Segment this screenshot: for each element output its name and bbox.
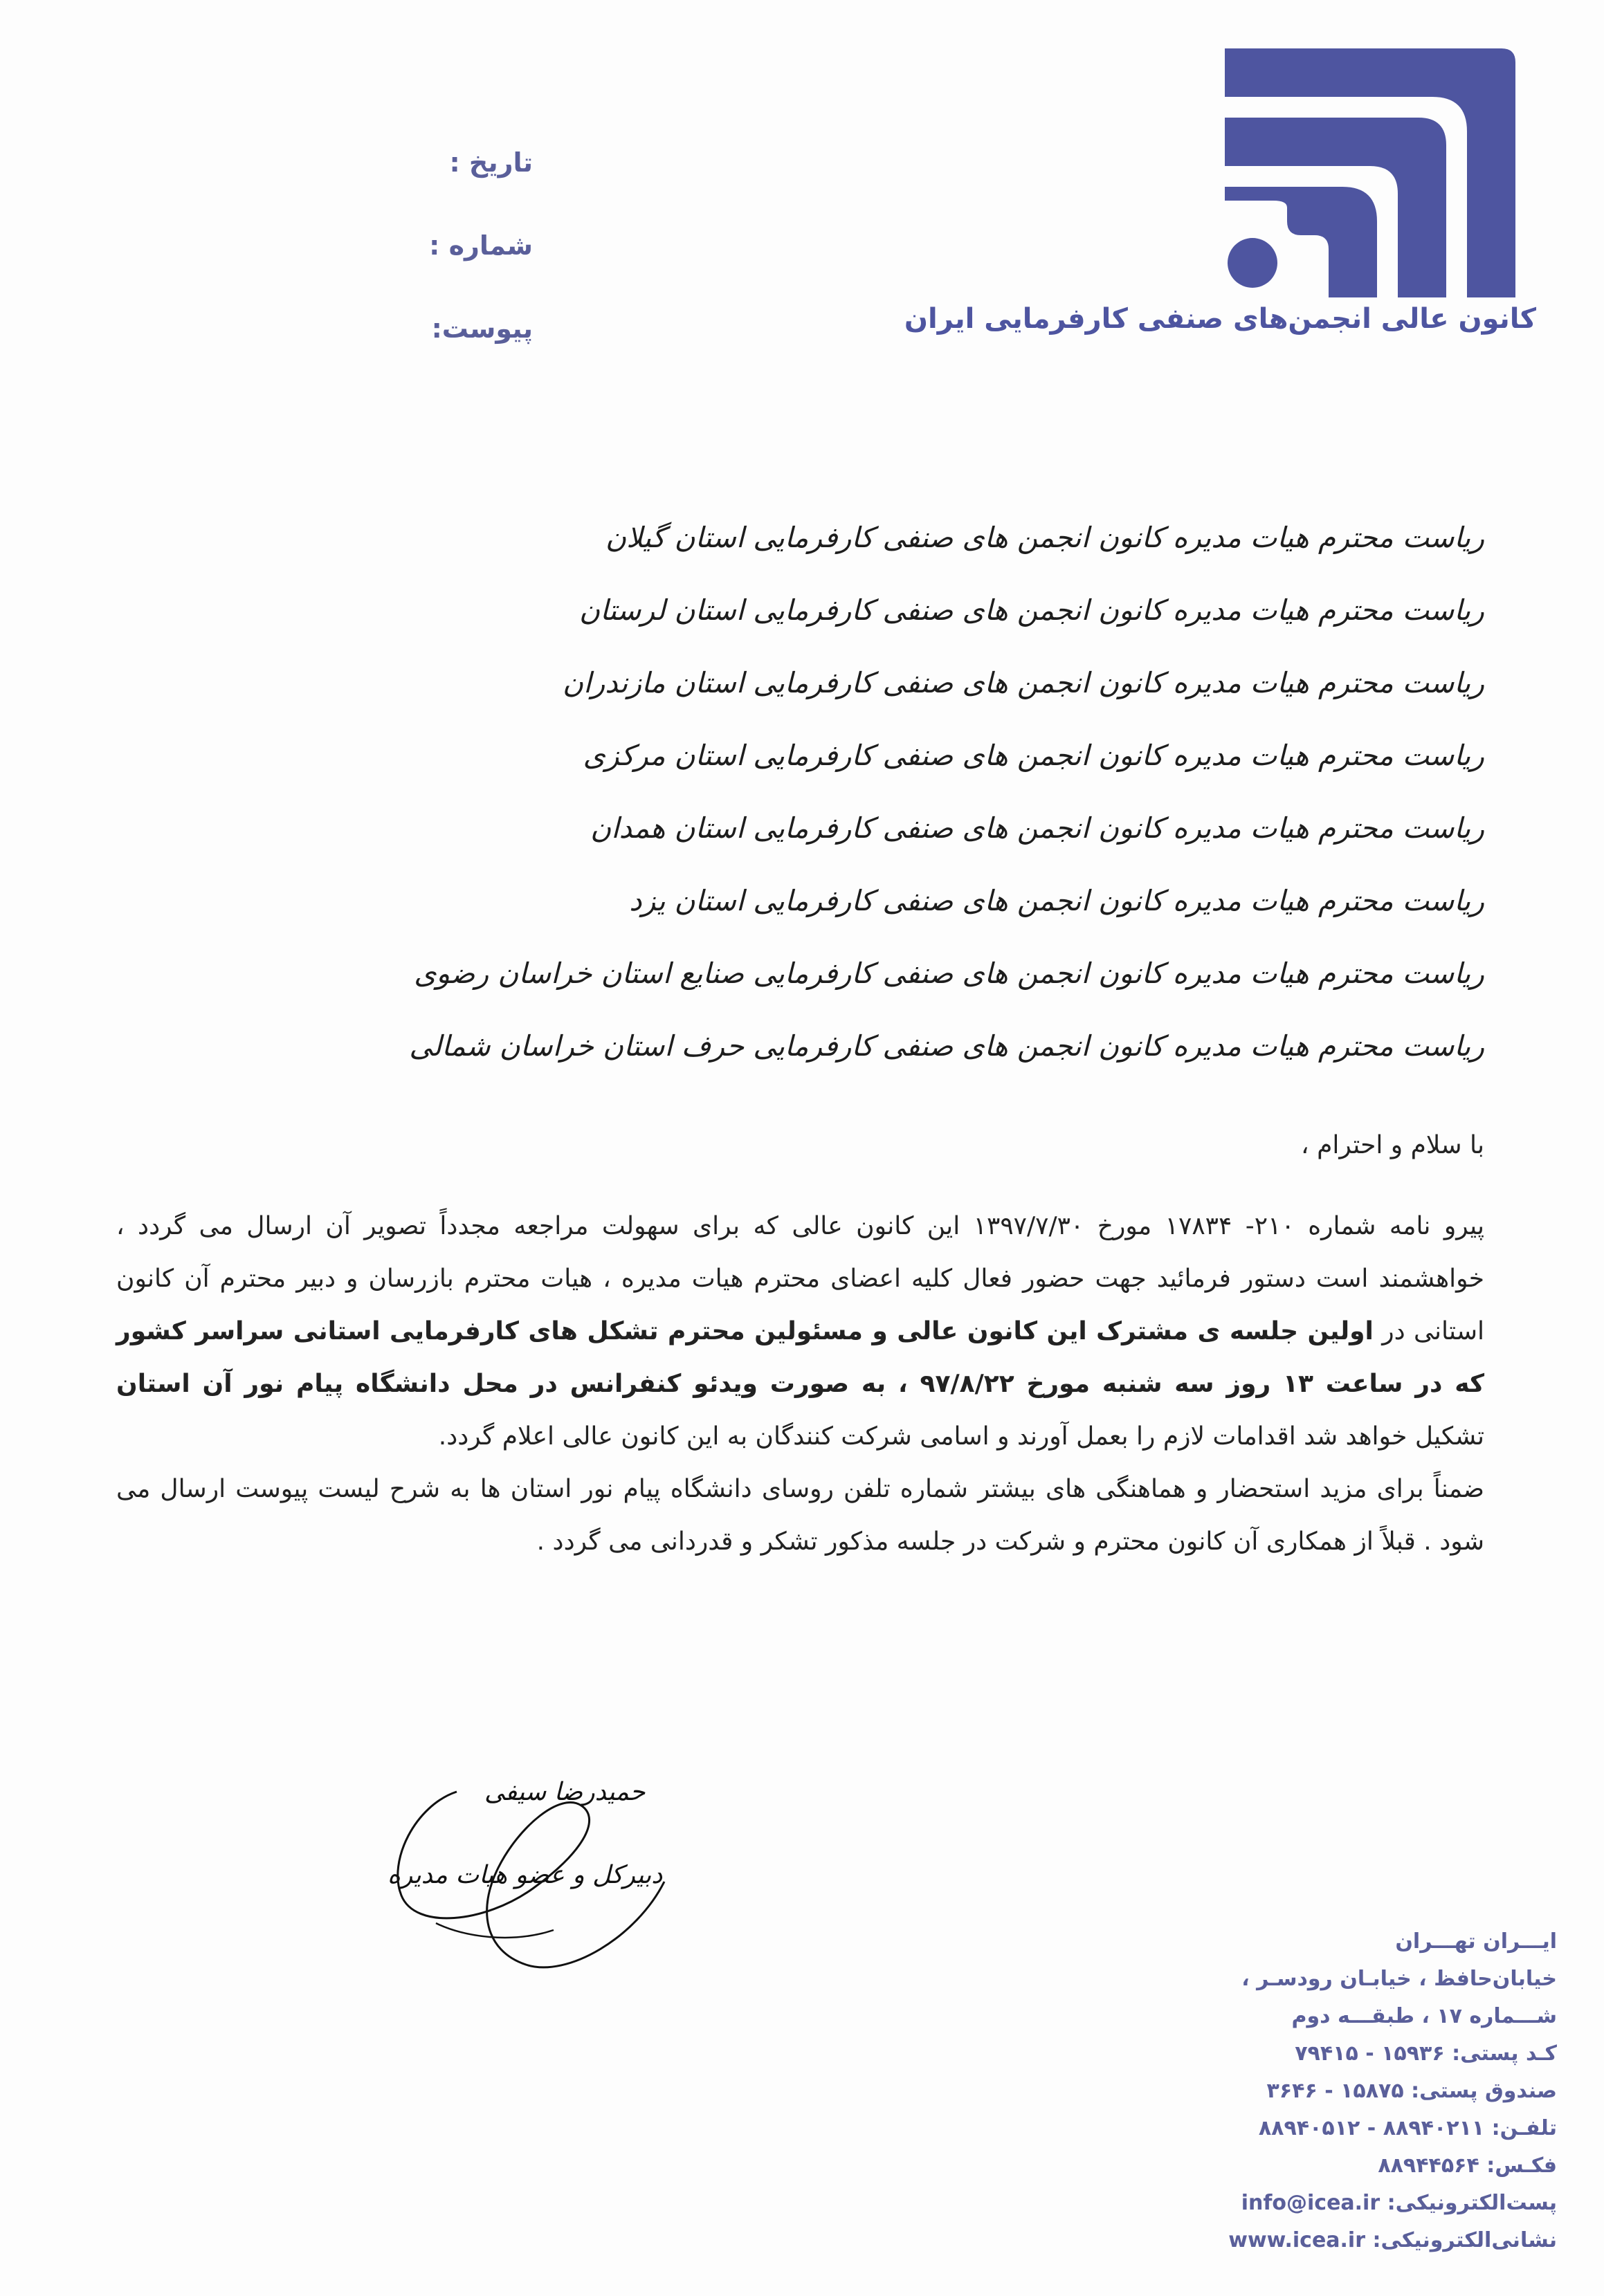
fax-row bbox=[1169, 2147, 1557, 2185]
email-row bbox=[1169, 2185, 1557, 2222]
recipient-line: ریاست محترم هیات مدیره کانون انجمن های صنفی کارفرمایی استان گیلان bbox=[605, 521, 1484, 554]
paragraph-text: تشکیل خواهد شد اقدامات لازم را بعمل آورند و اسامی شرکت کنندگان به این کانون عالی اعلام گردد. bbox=[438, 1422, 1484, 1451]
address-block bbox=[1169, 1923, 1557, 2259]
recipients-list bbox=[409, 502, 1484, 1083]
paragraph-main bbox=[116, 1200, 1484, 1463]
organization-logo bbox=[1204, 42, 1522, 304]
recipient-line: ریاست محترم هیات مدیره کانون انجمن های صنفی کارفرمایی استان یزد bbox=[629, 884, 1484, 917]
paragraph-emphasis: اولین جلسه ی مشترک این کانون عالی و مسئولین محترم تشکل های کارفرمایی استانی سراسر کشور که در ساعت ۱۳ روز سه شنبه مورخ ۹۷/۸/۲۲ ، به صورت ویدئو کنفرانس در محل دانشگاه پیام نور آن استان bbox=[116, 1317, 1485, 1398]
website-link[interactable]: www.icea.ir bbox=[1228, 2228, 1366, 2252]
email-link[interactable]: info@icea.ir bbox=[1241, 2191, 1380, 2215]
address-line: ایـــران تهـــران bbox=[1395, 1929, 1557, 1954]
paragraph-text: پیرو نامه شماره ۲۱۰- ۱۷۸۳۴ مورخ ۱۳۹۷/۷/۳۰ این کانون عالی که برای سهولت مراجعه مجدداً تصویر آن ارسال می گردد ، خواهشمند است دستور فرمائید جهت حضور فعال کلیه اعضای محترم هیات مدیره ، هیات محترم بازرسان و دبیر محترم آن کانون استانی در bbox=[116, 1212, 1485, 1346]
recipient-line: ریاست محترم هیات مدیره کانون انجمن های صنفی کارفرمایی حرف استان خراسان شمالی bbox=[409, 1029, 1484, 1063]
signatory-title: دبیرکل و عضو هیات مدیره bbox=[388, 1861, 663, 1889]
postal-code-row bbox=[1169, 2035, 1557, 2073]
website-label: نشانی‌الکترونیکی: bbox=[1372, 2228, 1557, 2252]
phone-label: تلفـن: bbox=[1491, 2116, 1557, 2140]
po-box-row bbox=[1169, 2073, 1557, 2110]
recipient-line: ریاست محترم هیات مدیره کانون انجمن های صنفی کارفرمایی استان لرستان bbox=[579, 594, 1484, 627]
phone-row bbox=[1169, 2110, 1557, 2147]
recipient-line: ریاست محترم هیات مدیره کانون انجمن های صنفی کارفرمایی استان مرکزی bbox=[583, 739, 1484, 772]
recipient-line: ریاست محترم هیات مدیره کانون انجمن های صنفی کارفرمایی صنایع استان خراسان رضوی bbox=[414, 957, 1484, 990]
po-box-value: ۱۵۸۷۵ - ۳۶۴۶ bbox=[1266, 2079, 1404, 2103]
date-label: تاریخ : bbox=[449, 147, 533, 178]
po-box-label: صندوق پستی: bbox=[1411, 2079, 1557, 2103]
address-line: خیابان‌حافظ ، خیابـان رودسـر ، bbox=[1241, 1967, 1557, 1991]
fax-value: ۸۸۹۴۴۵۶۴ bbox=[1378, 2153, 1479, 2178]
recipient-line: ریاست محترم هیات مدیره کانون انجمن های صنفی کارفرمایی استان همدان bbox=[590, 811, 1484, 845]
greeting: با سلام و احترام ، bbox=[1301, 1131, 1484, 1159]
attachment-label: پیوست: bbox=[431, 313, 533, 344]
signatory-name: حمیدرضا سیفی bbox=[484, 1778, 646, 1806]
letter-body bbox=[116, 1200, 1484, 1568]
organization-name: کانون عالی انجمن‌های صنفی کارفرمایی ایران bbox=[904, 303, 1536, 335]
letter-meta bbox=[325, 121, 533, 370]
website-row bbox=[1169, 2222, 1557, 2259]
phone-value: ۸۸۹۴۰۲۱۱ - ۸۸۹۴۰۵۱۲ bbox=[1258, 2116, 1485, 2140]
postal-code-value: ۱۵۹۳۶ - ۷۹۴۱۵ bbox=[1295, 2041, 1445, 2066]
number-label: شماره : bbox=[429, 230, 533, 261]
recipient-line: ریاست محترم هیات مدیره کانون انجمن های صنفی کارفرمایی استان مازندران bbox=[563, 666, 1484, 699]
address-line: شـــماره ۱۷ ، طبقـــه دوم bbox=[1291, 2004, 1557, 2028]
fax-label: فکـس: bbox=[1486, 2153, 1557, 2178]
postal-code-label: کـد پستی: bbox=[1452, 2041, 1557, 2066]
paragraph-closing: ضمناً برای مزید استحضار و هماهنگی های بیشتر شماره تلفن روسای دانشگاه پیام نور استان ها به شرح لیست پیوست ارسال می شود . قبلاً از همکاری آن کانون محترم و شرکت در جلسه مذکور تشکر و قدردانی می گردد . bbox=[116, 1475, 1484, 1556]
email-label: پست‌الکترونیکی: bbox=[1387, 2191, 1557, 2215]
